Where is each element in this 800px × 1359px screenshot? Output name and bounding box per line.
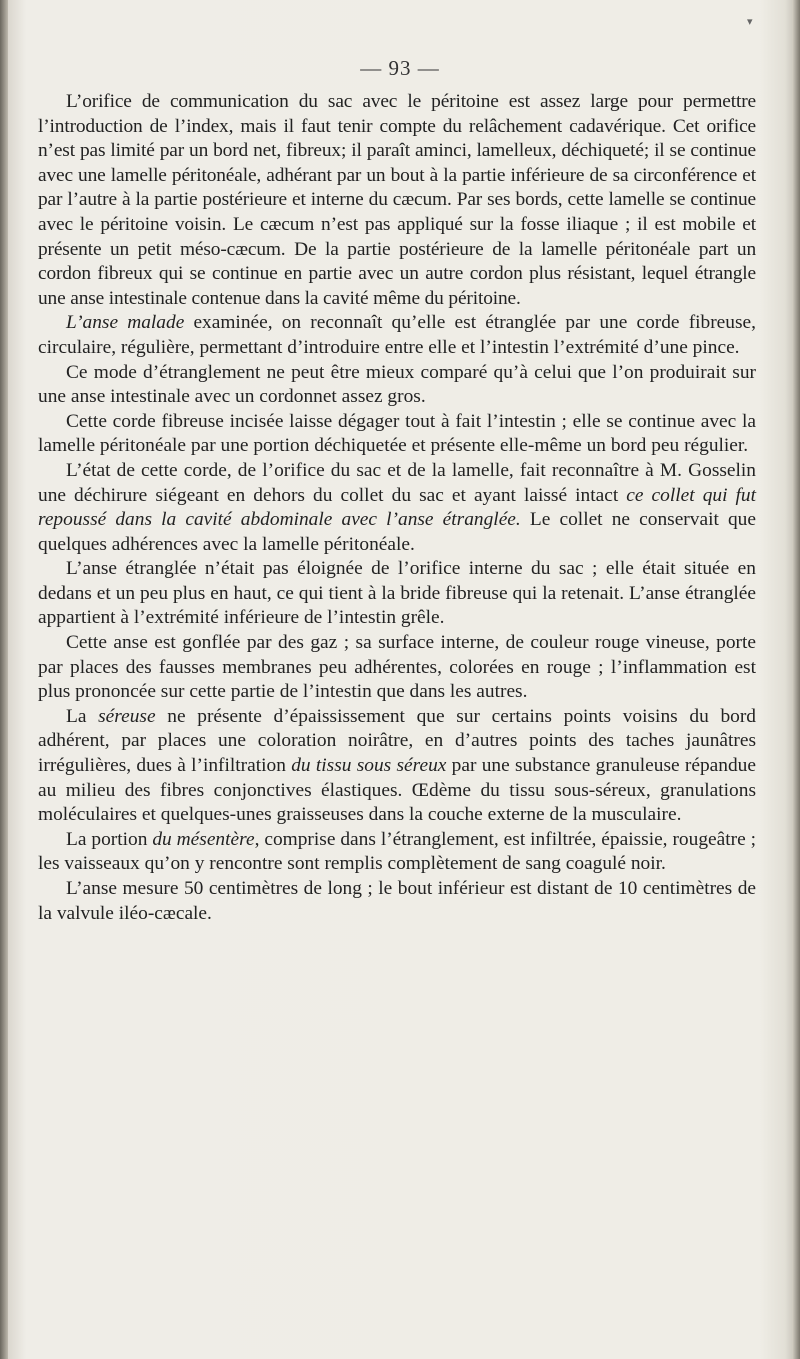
body-text xyxy=(38,90,756,926)
paragraph-sereuse: La séreuse ne présente d’épaississement que sur certains points voisins du bord adhérent, par places une coloration noirâtre, en d’autres points des taches jaunâtres irrégulières, dues à l’infiltration du tissu sous séreux par une substance granuleuse répandue au milieu des fibres conjonctives élastiques. Œdème du tissu sous-séreux, granulations moléculaires et quelques-unes graisseuses dans la couche externe de la musculaire. xyxy=(38,705,756,826)
corner-mark: ▾ xyxy=(747,16,753,28)
paragraph-anse-malade: L’anse malade examinée, on reconnaît qu’elle est étranglée par une corde fibreuse, circulaire, régulière, permettant d’introduire entre elle et l’intestin l’extrémité d’une pince. xyxy=(38,312,756,358)
paragraph-orifice: L’orifice de communication du sac avec le péritoine est assez large pour permettre l’introduction de l’index, mais il faut tenir compte du relâchement cadavérique. Cet orifice n’est pas limité par un bord net, fibreux; il paraît aminci, lamelleux, déchiqueté; il se continue avec une lamelle péritonéale, adhérant par un bout à la partie inférieure de sa circonférence et par l’autre à la partie postérieure et interne du cæcum. Par ses bords, cette lamelle se continue avec le péritoine voisin. Le cæcum n’est pas appliqué sur la fosse iliaque ; il est mobile et présente un petit méso-cæcum. De la partie postérieure de la lamelle péritonéale part un cordon fibreux qui se continue en partie avec un autre cordon plus résistant, lequel étrangle une anse intestinale contenue dans la cavité même du péritoine. xyxy=(38,91,756,309)
paragraph-mesure: L’anse mesure 50 centimètres de long ; le bout inférieur est distant de 10 centimètres de la valvule iléo-cæcale. xyxy=(38,878,756,924)
page-edge-shadow xyxy=(792,0,800,1359)
paragraph-etat-corde: L’état de cette corde, de l’orifice du sac et de la lamelle, fait reconnaître à M. Gosselin une déchirure siégeant en dehors du collet du sac et ayant laissé intact ce collet qui fut repoussé dans la cavité abdominale avec l’anse étranglée. Le collet ne conservait que quelques adhérences avec la lamelle péritonéale. xyxy=(38,459,756,555)
italic-phrase: L’anse malade xyxy=(66,312,185,334)
page-number: — 93 — xyxy=(360,56,440,80)
paragraph-anse-etranglee: L’anse étranglée n’était pas éloignée de l’orifice interne du sac ; elle était située en dedans et un peu plus en haut, ce qui tient à la bride fibreuse qui la retenait. L’anse étranglée appartient à l’extrémité inférieure de l’intestin grêle. xyxy=(38,558,756,629)
paragraph-corde-fibreuse: Cette corde fibreuse incisée laisse dégager tout à fait l’intestin ; elle se continue avec la lamelle péritonéale par une portion déchiquetée et présente elle-même un bord peu régulier. xyxy=(38,410,756,457)
italic-phrase: séreuse xyxy=(98,705,156,727)
italic-phrase: ce collet qui fut repoussé dans la cavité abdominale avec l’anse étranglée. xyxy=(38,484,756,531)
paragraph-mode-etranglement: Ce mode d’étranglement ne peut être mieux comparé qu’à celui que l’on produirait sur une anse intestinale avec un cordonnet assez gros. xyxy=(38,361,756,408)
paragraph-mesentere: La portion du mésentère, comprise dans l’étranglement, est infiltrée, épaissie, rougeâtre ; les vaisseaux qu’on y rencontre sont remplis complètement de sang coagulé noir. xyxy=(38,828,756,875)
page-spine-shadow xyxy=(0,0,8,1359)
italic-phrase: du tissu sous séreux xyxy=(291,755,447,777)
italic-phrase: du mésentère xyxy=(152,828,255,850)
paragraph-anse-gonflee: Cette anse est gonflée par des gaz ; sa surface interne, de couleur rouge vineuse, porte par places des fausses membranes peu adhérentes, colorées en rouge ; l’inflammation est plus prononcée sur cette partie de l’intestin que dans les autres. xyxy=(38,632,756,703)
